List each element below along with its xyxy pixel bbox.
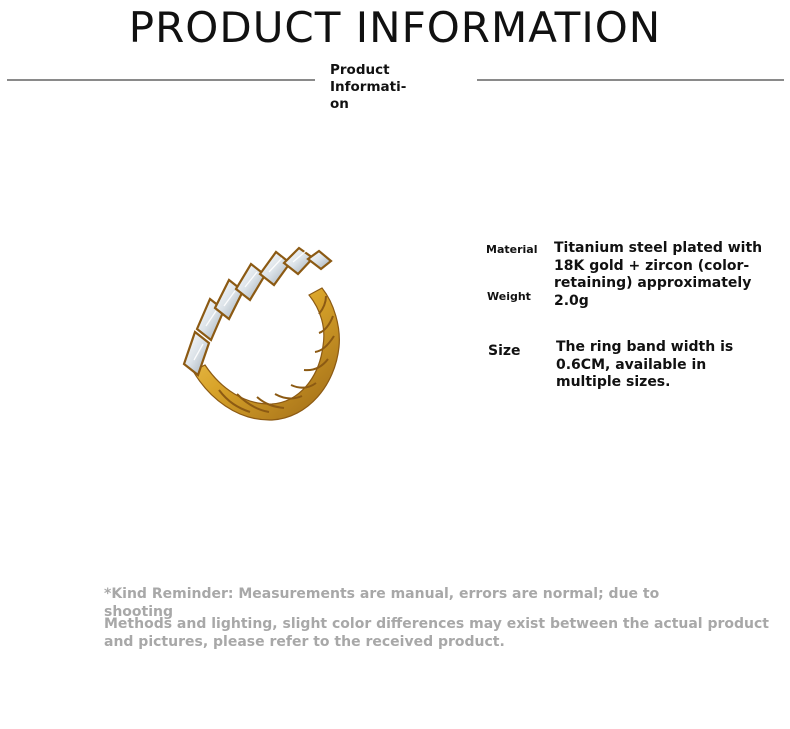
size-value: The ring band width is 0.6CM, available in multiple sizes. [556, 339, 734, 390]
ring-image [163, 244, 349, 434]
material-value: Titanium steel plated with 18K gold + zircon (color-retaining) approximately 2.0g [554, 240, 763, 309]
reminder-line-1: *Kind Reminder: Measurements are manual, errors are normal; due to shooting [104, 586, 660, 620]
section-label: Product Informati- on [330, 62, 407, 112]
size-label: Size [488, 343, 521, 359]
divider-right [477, 79, 784, 81]
weight-label: Weight [487, 290, 531, 303]
material-label: Material [486, 243, 538, 256]
reminder-line-2: Methods and lighting, slight color differences may exist between the actual product and pictures, please refer to the received product. [104, 616, 769, 650]
stone-row [184, 248, 331, 375]
page-title: PRODUCT INFORMATION [128, 3, 662, 52]
product-image-panel [38, 150, 388, 522]
divider-left [7, 79, 315, 81]
